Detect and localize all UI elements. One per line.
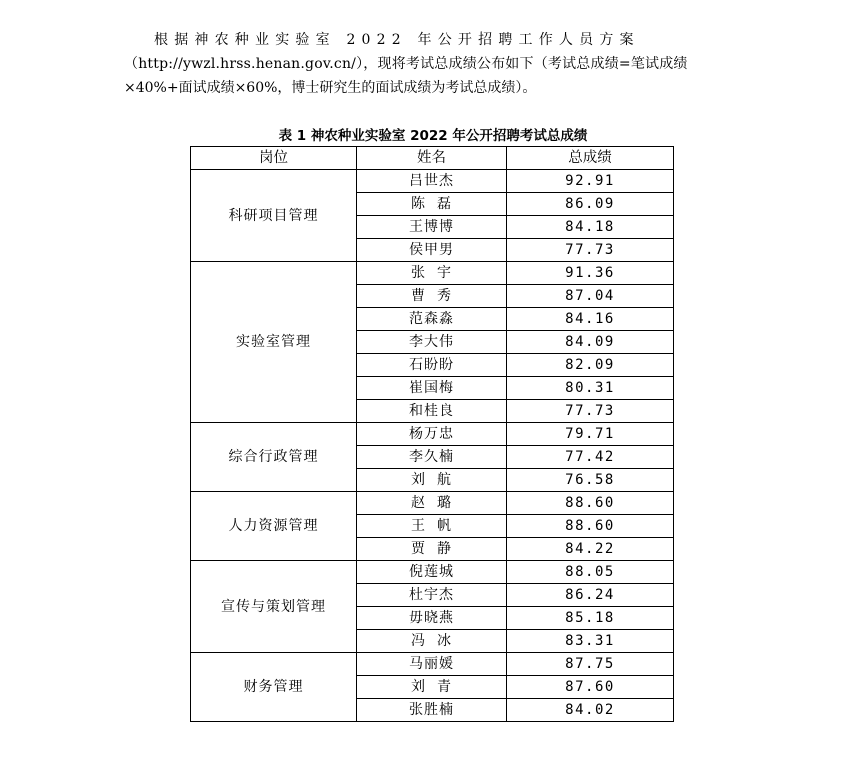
name-cell: 崔国梅 [357, 377, 507, 400]
department-cell: 科研项目管理 [191, 170, 357, 262]
score-cell: 77.73 [507, 400, 674, 423]
table-row [191, 492, 674, 515]
name-cell: 张胜楠 [357, 699, 507, 722]
name-cell: 石盼盼 [357, 354, 507, 377]
score-cell: 76.58 [507, 469, 674, 492]
score-cell: 86.24 [507, 584, 674, 607]
name-cell: 赵 璐 [357, 492, 507, 515]
score-cell: 79.71 [507, 423, 674, 446]
department-cell: 综合行政管理 [191, 423, 357, 492]
score-cell: 91.36 [507, 262, 674, 285]
table-header-row [191, 147, 674, 170]
name-cell: 曹 秀 [357, 285, 507, 308]
name-cell: 杜宇杰 [357, 584, 507, 607]
score-cell: 84.18 [507, 216, 674, 239]
score-cell: 84.09 [507, 331, 674, 354]
table-body [191, 170, 674, 722]
score-cell: 77.73 [507, 239, 674, 262]
name-cell: 刘 航 [357, 469, 507, 492]
table-caption: 表 1 神农种业实验室 2022 年公开招聘考试总成绩 [278, 128, 588, 144]
name-cell: 毋晓燕 [357, 607, 507, 630]
name-cell: 和桂良 [357, 400, 507, 423]
score-cell: 83.31 [507, 630, 674, 653]
name-cell: 马丽媛 [357, 653, 507, 676]
header-position: 岗位 [191, 147, 357, 170]
score-cell: 80.31 [507, 377, 674, 400]
score-cell: 82.09 [507, 354, 674, 377]
header-score: 总成绩 [507, 147, 674, 170]
table-row [191, 262, 674, 285]
scores-table [190, 146, 674, 722]
table-row [191, 423, 674, 446]
score-cell: 88.60 [507, 492, 674, 515]
score-cell: 88.60 [507, 515, 674, 538]
score-cell: 77.42 [507, 446, 674, 469]
score-cell: 92.91 [507, 170, 674, 193]
name-cell: 陈 磊 [357, 193, 507, 216]
department-cell: 财务管理 [191, 653, 357, 722]
table-row [191, 561, 674, 584]
name-cell: 李久楠 [357, 446, 507, 469]
header-name: 姓名 [357, 147, 507, 170]
score-cell: 87.60 [507, 676, 674, 699]
name-cell: 杨万忠 [357, 423, 507, 446]
intro-line-1: 根据神农种业实验室 2022 年公开招聘工作人员方案 [154, 32, 640, 48]
score-cell: 88.05 [507, 561, 674, 584]
intro-line-3: ×40%+面试成绩×60%，博士研究生的面试成绩为考试总成绩）。 [124, 80, 537, 96]
name-cell: 李大伟 [357, 331, 507, 354]
score-cell: 87.04 [507, 285, 674, 308]
intro-paragraph [124, 28, 744, 100]
table-row [191, 653, 674, 676]
name-cell: 范森淼 [357, 308, 507, 331]
intro-line-2: （http://ywzl.hrss.henan.gov.cn/），现将考试总成绩公布如下（考试总成绩=笔试成绩 [124, 56, 688, 72]
score-cell: 85.18 [507, 607, 674, 630]
name-cell: 刘 青 [357, 676, 507, 699]
name-cell: 王 帆 [357, 515, 507, 538]
department-cell: 人力资源管理 [191, 492, 357, 561]
name-cell: 吕世杰 [357, 170, 507, 193]
name-cell: 王博博 [357, 216, 507, 239]
department-cell: 实验室管理 [191, 262, 357, 423]
score-cell: 87.75 [507, 653, 674, 676]
score-cell: 84.22 [507, 538, 674, 561]
name-cell: 倪莲城 [357, 561, 507, 584]
name-cell: 贾 静 [357, 538, 507, 561]
name-cell: 侯甲男 [357, 239, 507, 262]
table-row [191, 170, 674, 193]
name-cell: 张 宇 [357, 262, 507, 285]
score-cell: 84.16 [507, 308, 674, 331]
department-cell: 宣传与策划管理 [191, 561, 357, 653]
name-cell: 冯 冰 [357, 630, 507, 653]
score-cell: 84.02 [507, 699, 674, 722]
score-cell: 86.09 [507, 193, 674, 216]
